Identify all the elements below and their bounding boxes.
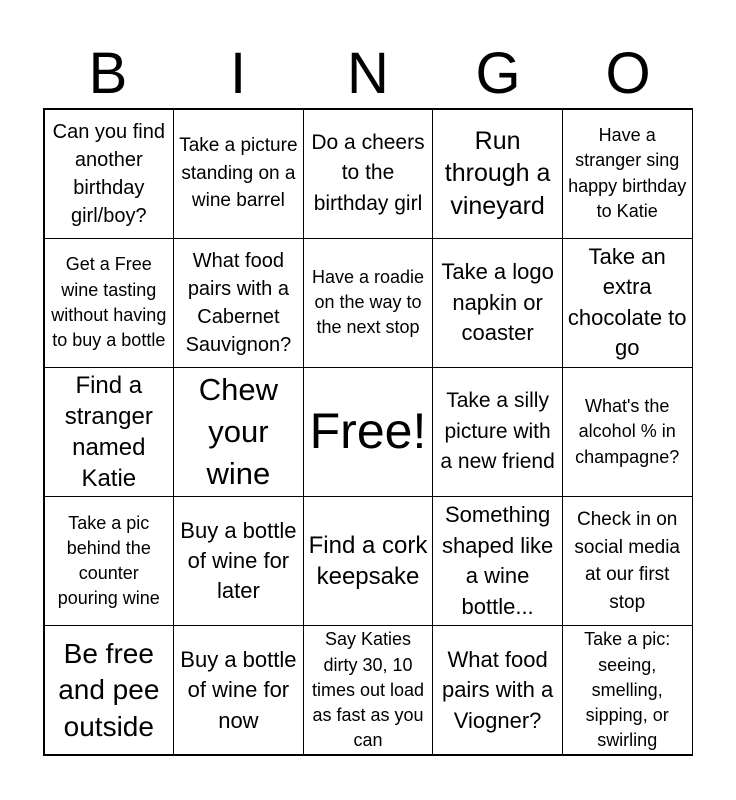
cell-text: Buy a bottle of wine for later (180, 517, 297, 604)
bingo-cell[interactable] (562, 625, 693, 755)
cell-text: Check in on social media at our first stop (574, 509, 680, 613)
bingo-cell[interactable] (562, 367, 693, 497)
cell-text: Something shaped like a wine bottle... (441, 502, 554, 619)
cell-text: Take an extra chocolate to go (567, 244, 687, 361)
cell-text: Can you find another birthday girl/boy? (52, 120, 165, 227)
cell-text: Take a pic: seeing, smelling, sipping, or swirling (584, 629, 671, 751)
bingo-cell[interactable] (44, 496, 175, 626)
bingo-cell[interactable] (562, 496, 693, 626)
cell-text: Take a pic behind the counter pouring wine (57, 512, 160, 609)
cell-text: Chew your wine (198, 372, 279, 491)
cell-text: Find a stranger named Katie (64, 371, 153, 493)
cell-text: Be free and pee outside (58, 637, 160, 742)
bingo-cell[interactable] (173, 238, 304, 368)
header-letter-i: I (229, 41, 247, 106)
bingo-cell[interactable] (173, 109, 304, 239)
bingo-cell[interactable] (432, 238, 563, 368)
free-space-cell[interactable] (303, 367, 434, 497)
bingo-cell[interactable] (303, 625, 434, 755)
bingo-board (43, 108, 693, 756)
cell-text: Take a silly picture with a new friend (440, 389, 555, 474)
bingo-header (43, 40, 693, 108)
bingo-cell[interactable] (44, 367, 175, 497)
cell-text: Do a cheers to the birthday girl (311, 130, 425, 215)
bingo-cell[interactable] (562, 238, 693, 368)
cell-text: Have a roadie on the way to the next stop (311, 267, 425, 338)
cell-text: What food pairs with a Viogner? (441, 646, 554, 733)
bingo-cell[interactable] (432, 496, 563, 626)
cell-text: Say Katies dirty 30, 10 times out load as fast as you can (311, 629, 425, 751)
bingo-cell[interactable] (432, 625, 563, 755)
bingo-cell[interactable] (173, 625, 304, 755)
header-letter-o: O (605, 41, 651, 106)
bingo-cell[interactable] (562, 109, 693, 239)
cell-text: Take a logo napkin or coaster (441, 259, 554, 345)
bingo-cell[interactable] (44, 238, 175, 368)
bingo-cell[interactable] (44, 625, 175, 755)
bingo-cell[interactable] (432, 367, 563, 497)
bingo-cell[interactable] (173, 367, 304, 497)
bingo-cell[interactable] (44, 109, 175, 239)
cell-text: What food pairs with a Cabernet Sauvignon? (185, 249, 292, 356)
header-letter-g: G (475, 41, 521, 106)
bingo-cell[interactable] (173, 496, 304, 626)
cell-text: Have a stranger sing happy birthday to Katie (568, 125, 687, 221)
bingo-cell[interactable] (432, 109, 563, 239)
cell-text: What's the alcohol % in champagne? (575, 396, 680, 467)
free-space-text: Free! (309, 403, 427, 460)
cell-text: Run through a vineyard (444, 126, 551, 220)
cell-text: Buy a bottle of wine for now (180, 646, 297, 733)
bingo-cell[interactable] (303, 238, 434, 368)
cell-text: Get a Free wine tasting without having to buy a bottle (51, 254, 167, 350)
bingo-cell[interactable] (303, 109, 434, 239)
cell-text: Take a picture standing on a wine barrel (179, 135, 298, 212)
header-letter-b: B (88, 41, 128, 106)
header-letter-n: N (347, 41, 389, 106)
bingo-cell[interactable] (303, 496, 434, 626)
cell-text: Find a cork keepsake (308, 532, 428, 591)
